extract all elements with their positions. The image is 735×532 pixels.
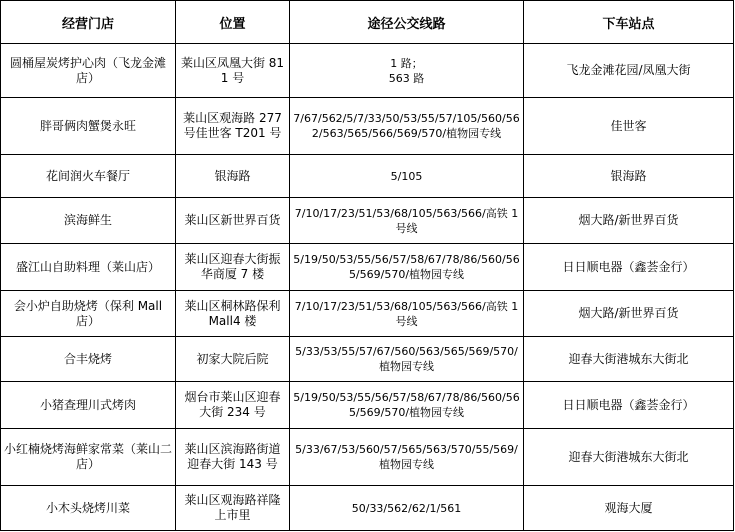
location-cell: 莱山区滨海路街道迎春大街 143 号 <box>176 429 290 486</box>
routes-cell: 5/19/50/53/55/56/57/58/67/78/86/560/565/569/570/植物园专线 <box>290 382 524 429</box>
routes-cell: 5/33/53/55/57/67/560/563/565/569/570/植物园专线 <box>290 337 524 382</box>
routes-cell: 5/105 <box>290 155 524 198</box>
table-row <box>1 382 734 429</box>
stop-cell: 日日顺电器（鑫荟金行） <box>524 382 734 429</box>
location-cell: 莱山区桐林路保利 Mall4 楼 <box>176 291 290 337</box>
header-store: 经营门店 <box>1 1 176 44</box>
stop-cell: 烟大路/新世界百货 <box>524 198 734 244</box>
routes-cell: 5/19/50/53/55/56/57/58/67/78/86/560/565/569/570/植物园专线 <box>290 244 524 291</box>
store-cell: 花间润火车餐厅 <box>1 155 176 198</box>
location-cell: 莱山区新世界百货 <box>176 198 290 244</box>
header-bus-routes: 途径公交线路 <box>290 1 524 44</box>
table-row <box>1 44 734 98</box>
table-row <box>1 337 734 382</box>
routes-cell: 7/67/562/5/7/33/50/53/55/57/105/560/562/563/565/566/569/570/植物园专线 <box>290 98 524 155</box>
store-cell: 圆桶屋炭烤护心肉（飞龙金滩店） <box>1 44 176 98</box>
header-location: 位置 <box>176 1 290 44</box>
location-cell: 莱山区迎春大街振华商厦 7 楼 <box>176 244 290 291</box>
stop-cell: 迎春大街港城东大街北 <box>524 337 734 382</box>
location-cell: 烟台市莱山区迎春大街 234 号 <box>176 382 290 429</box>
stop-cell: 烟大路/新世界百货 <box>524 291 734 337</box>
routes-cell: 1 路； 563 路 <box>290 44 524 98</box>
table-row <box>1 198 734 244</box>
table-row <box>1 429 734 486</box>
store-cell: 小红楠烧烤海鲜家常菜（莱山二店） <box>1 429 176 486</box>
location-cell: 莱山区凤凰大街 811 号 <box>176 44 290 98</box>
store-cell: 小木头烧烤川菜 <box>1 486 176 531</box>
header-stop: 下车站点 <box>524 1 734 44</box>
location-cell: 莱山区观海路 277 号佳世客 T201 号 <box>176 98 290 155</box>
store-cell: 小猪查理川式烤肉 <box>1 382 176 429</box>
stop-cell: 佳世客 <box>524 98 734 155</box>
stop-cell: 银海路 <box>524 155 734 198</box>
table-row <box>1 244 734 291</box>
location-cell: 莱山区观海路祥隆上市里 <box>176 486 290 531</box>
table-row <box>1 486 734 531</box>
location-cell: 银海路 <box>176 155 290 198</box>
store-cell: 合丰烧烤 <box>1 337 176 382</box>
location-cell: 初家大院后院 <box>176 337 290 382</box>
header-row <box>1 1 734 44</box>
table-row <box>1 98 734 155</box>
routes-cell: 7/10/17/23/51/53/68/105/563/566/高铁 1 号线 <box>290 291 524 337</box>
table-row <box>1 291 734 337</box>
routes-cell: 7/10/17/23/51/53/68/105/563/566/高铁 1 号线 <box>290 198 524 244</box>
store-cell: 盛江山自助料理（莱山店） <box>1 244 176 291</box>
stop-cell: 飞龙金滩花园/凤凰大街 <box>524 44 734 98</box>
store-cell: 会小炉自助烧烤（保利 Mall 店） <box>1 291 176 337</box>
routes-cell: 50/33/562/62/1/561 <box>290 486 524 531</box>
store-cell: 滨海鲜生 <box>1 198 176 244</box>
stop-cell: 迎春大街港城东大街北 <box>524 429 734 486</box>
routes-cell: 5/33/67/53/560/57/565/563/570/55/569/植物园专线 <box>290 429 524 486</box>
stop-cell: 观海大厦 <box>524 486 734 531</box>
stop-cell: 日日顺电器（鑫荟金行） <box>524 244 734 291</box>
table-row <box>1 155 734 198</box>
store-cell: 胖哥俩肉蟹煲永旺 <box>1 98 176 155</box>
